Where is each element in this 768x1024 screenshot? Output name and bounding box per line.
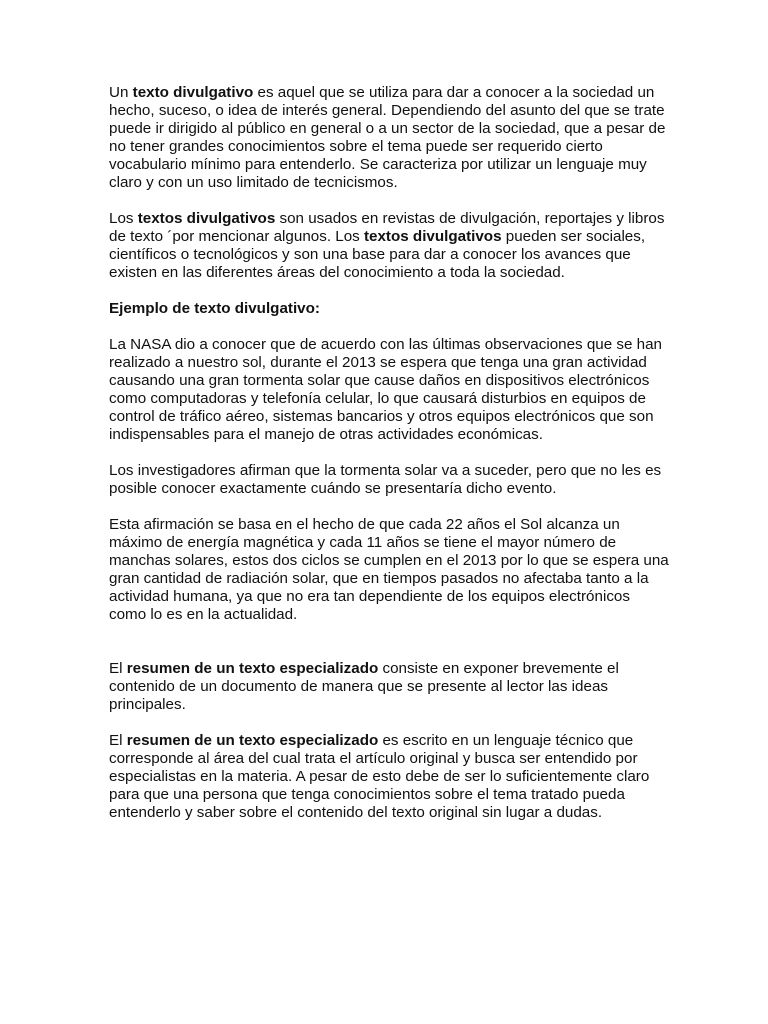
- text-run: El: [109, 732, 127, 749]
- paragraph-uses: [109, 210, 669, 282]
- text-run: consiste en exponer brevemente el contenido de un documento de manera que se presente al lector las ideas principales.: [109, 660, 619, 713]
- paragraph-summary-definition: [109, 660, 669, 714]
- bold-term: textos divulgativos: [363, 228, 502, 245]
- heading-text: Ejemplo de texto divulgativo:: [109, 300, 320, 317]
- bold-term: resumen de un texto especializado: [126, 660, 379, 677]
- text-run: Los: [109, 210, 138, 227]
- text-run: es aquel que se utiliza para dar a conocer a la sociedad un hecho, suceso, o idea de interés general. Dependiendo del asunto del que se trate puede ir dirigido al público en general o a un sector de la sociedad, que a pesar de no tener grandes conocimientos sobre el tema puede ser requerido cierto vocabulario mínimo para entenderlo. Se caracteriza por utilizar un lenguaje muy claro y con un uso limitado de tecnicismos.: [109, 84, 666, 191]
- paragraph-nasa: [109, 336, 669, 444]
- text-run: Esta afirmación se basa en el hecho de que cada 22 años el Sol alcanza un máximo de energía magnética y cada 11 años se tiene el mayor número de manchas solares, estos dos ciclos se cumplen en el 2013 por lo que se espera una gran cantidad de radiación solar, que en tiempos pasados no afectaba tanto a la actividad humana, ya que no era tan dependiente de los equipos electrónicos como lo es en la actualidad.: [109, 516, 669, 623]
- text-run: son usados en revistas de divulgación, reportajes y libros de texto ´por mencionar algunos. Los: [109, 210, 665, 245]
- bold-term: texto divulgativo: [132, 84, 254, 101]
- text-run: pueden ser sociales, científicos o tecnológicos y son una base para dar a conocer los avances que existen en las diferentes áreas del conocimiento a toda la sociedad.: [109, 228, 646, 281]
- text-run: Los investigadores afirman que la tormenta solar va a suceder, pero que no les es posible conocer exactamente cuándo se presentaría dicho evento.: [109, 462, 662, 497]
- bold-term: resumen de un texto especializado: [126, 732, 379, 749]
- paragraph-cycles: [109, 516, 669, 624]
- bold-term: textos divulgativos: [137, 210, 276, 227]
- example-heading: [109, 300, 669, 318]
- document-page: [109, 84, 669, 840]
- paragraph-definition: [109, 84, 669, 192]
- text-run: La NASA dio a conocer que de acuerdo con las últimas observaciones que se han realizado a nuestro sol, durante el 2013 se espera que tenga una gran actividad causando una gran tormenta solar que cause daños en dispositivos electrónicos como computadoras y telefonía celular, lo que causará disturbios en equipos de control de tráfico aéreo, sistemas bancarios y otros equipos electrónicos que son indispensables para el manejo de otras actividades económicas.: [109, 336, 663, 443]
- text-run: es escrito en un lenguaje técnico que corresponde al área del cual trata el artículo original y busca ser entendido por especialistas en la materia. A pesar de esto debe de ser lo suficientemente claro para que una persona que tenga conocimientos sobre el tema tratado pueda entenderlo y saber sobre el contenido del texto original sin lugar a dudas.: [109, 732, 650, 821]
- paragraph-researchers: [109, 462, 669, 498]
- text-run: Un: [109, 84, 133, 101]
- paragraph-summary-language: [109, 732, 669, 822]
- text-run: El: [109, 660, 127, 677]
